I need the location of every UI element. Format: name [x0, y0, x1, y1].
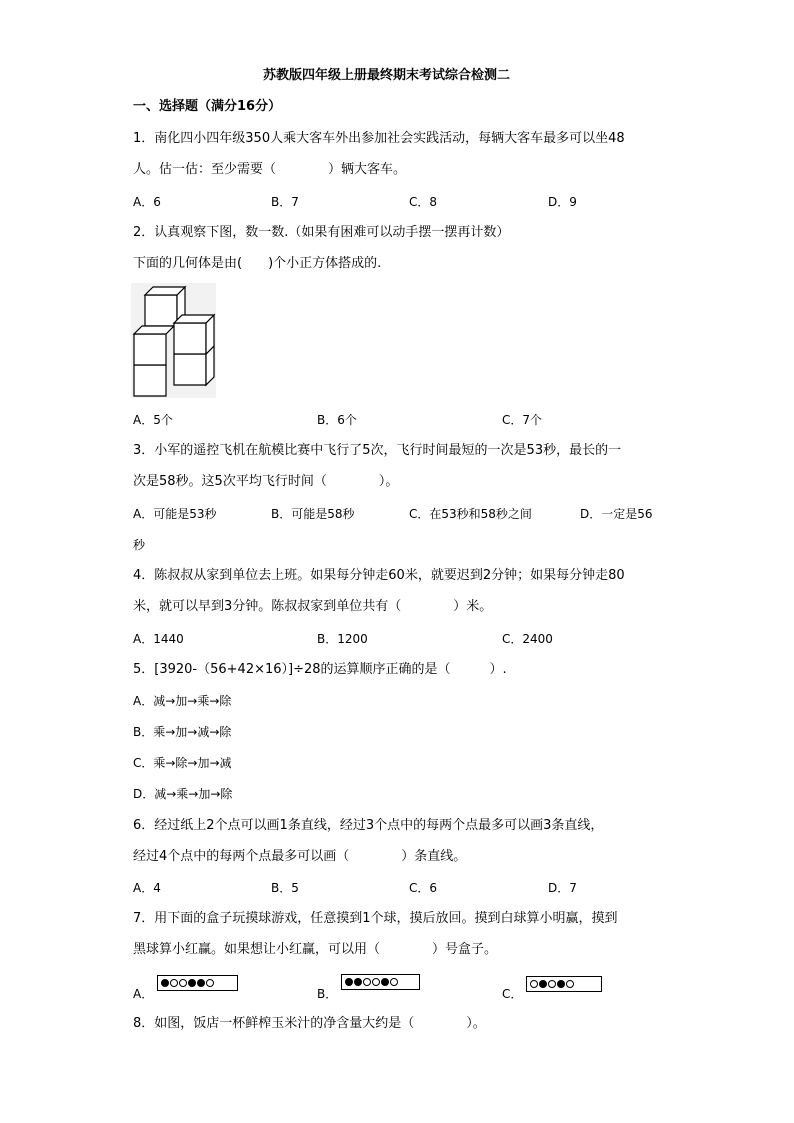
q2-option-b[interactable]: B．6个: [317, 413, 357, 427]
q3-line1: 3．小军的遥控飞机在航模比赛中飞行了5次，飞行时间最短的一次是53秒，最长的一: [133, 443, 622, 458]
q5-line1: 5．[3920-（56+42×16）]÷28的运算顺序正确的是（ ）.: [133, 662, 507, 677]
q7-option-b[interactable]: B．: [317, 987, 338, 1001]
white-ball: [372, 978, 380, 986]
q3-line2: 次是58秒。这5次平均飞行时间（ ）。: [133, 474, 399, 489]
q3-option-d-wrap: 秒: [133, 538, 146, 552]
white-ball: [363, 978, 371, 986]
q3-option-d[interactable]: D．一定是56: [580, 507, 653, 521]
q6-line1: 6．经过纸上2个点可以画1条直线，经过3个点中的每两个点最多可以画3条直线，: [133, 818, 604, 833]
q4-line2: 米，就可以早到3分钟。陈叔叔家到单位共有（ ）米。: [133, 599, 493, 614]
white-ball: [179, 979, 187, 987]
q1-option-c[interactable]: C．8: [409, 195, 438, 209]
q5-option-a[interactable]: A．减→加→乘→除: [133, 694, 232, 708]
q6-option-a[interactable]: A．4: [133, 881, 161, 895]
q4-line1: 4．陈叔叔从家到单位去上班。如果每分钟走60米，就要迟到2分钟；如果每分钟走80: [133, 568, 625, 583]
ball-box-b: [341, 974, 420, 990]
black-ball: [345, 978, 353, 986]
cube-stack-figure: [131, 283, 216, 398]
black-ball: [354, 978, 362, 986]
q7-option-a[interactable]: A．: [133, 987, 154, 1001]
ball-box-c: [526, 976, 602, 992]
q1-option-a[interactable]: A．6: [133, 195, 161, 209]
q1-line2: 人。估一估：至少需要（ ）辆大客车。: [133, 162, 407, 177]
black-ball: [197, 979, 205, 987]
q6-line2: 经过4个点中的每两个点最多可以画（ ）条直线。: [133, 849, 467, 864]
q4-option-b[interactable]: B．1200: [317, 632, 368, 646]
black-ball: [161, 979, 169, 987]
q3-option-b[interactable]: B．可能是58秒: [271, 507, 355, 521]
q1-line1: 1．南化四小四年级350人乘大客车外出参加社会实践活动，每辆大客车最多可以坐48: [133, 131, 625, 146]
q4-option-c[interactable]: C．2400: [502, 632, 553, 646]
q2-line2: 下面的几何体是由( )个小正方体搭成的.: [133, 256, 382, 271]
q6-option-b[interactable]: B．5: [271, 881, 299, 895]
q1-option-b[interactable]: B．7: [271, 195, 299, 209]
q7-line1: 7．用下面的盒子玩摸球游戏，任意摸到1个球，摸后放回。摸到白球算小明赢，摸到: [133, 911, 618, 926]
white-ball: [530, 980, 538, 988]
white-ball: [548, 980, 556, 988]
q3-option-a[interactable]: A．可能是53秒: [133, 507, 217, 521]
white-ball: [390, 978, 398, 986]
white-ball: [170, 979, 178, 987]
q5-option-c[interactable]: C．乘→除→加→减: [133, 756, 232, 770]
q8-line1: 8．如图，饭店一杯鲜榨玉米汁的净含量大约是（ ）。: [133, 1016, 486, 1031]
q2-line1: 2．认真观察下图，数一数.（如果有困难可以动手摆一摆再计数）: [133, 225, 510, 240]
q3-option-c[interactable]: C．在53秒和58秒之间: [409, 507, 532, 521]
black-ball: [381, 978, 389, 986]
white-ball: [206, 979, 214, 987]
q2-option-a[interactable]: A．5个: [133, 413, 173, 427]
q5-option-b[interactable]: B．乘→加→减→除: [133, 725, 232, 739]
black-ball: [188, 979, 196, 987]
white-ball: [566, 980, 574, 988]
section-heading: 一、选择题（满分16分）: [133, 99, 282, 114]
black-ball: [539, 980, 547, 988]
q5-option-d[interactable]: D．减→乘→加→除: [133, 787, 233, 801]
q1-option-d[interactable]: D．9: [548, 195, 577, 209]
page-title: 苏教版四年级上册最终期末考试综合检测二: [263, 68, 511, 83]
black-ball: [557, 980, 565, 988]
q4-option-a[interactable]: A．1440: [133, 632, 184, 646]
q6-option-d[interactable]: D．7: [548, 881, 577, 895]
q2-option-c[interactable]: C．7个: [502, 413, 543, 427]
ball-box-a: [157, 975, 238, 991]
q6-option-c[interactable]: C．6: [409, 881, 438, 895]
q7-option-c[interactable]: C．: [502, 987, 523, 1001]
q7-line2: 黑球算小红赢。如果想让小红赢，可以用（ ）号盒子。: [133, 942, 498, 957]
